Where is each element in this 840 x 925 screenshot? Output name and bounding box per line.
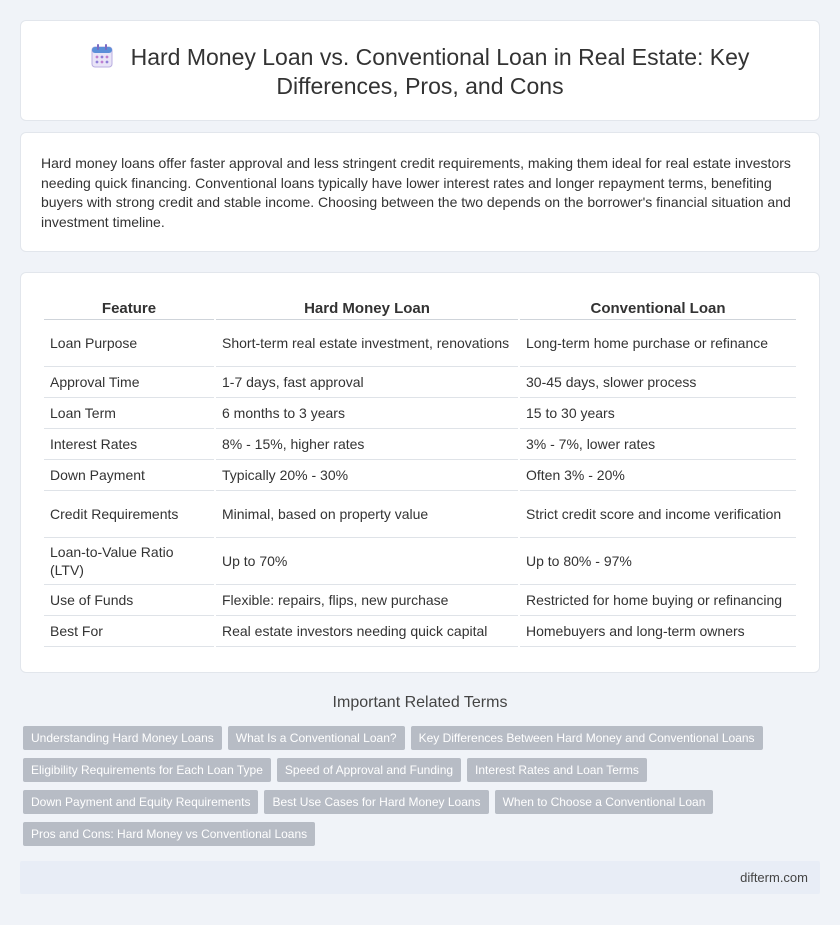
related-tag[interactable]: Best Use Cases for Hard Money Loans — [264, 790, 488, 814]
table-header-row — [44, 297, 796, 320]
page-title-text: Hard Money Loan vs. Conventional Loan in Real Estate: Key Differences, Pros, and Cons — [130, 44, 750, 99]
table-row — [44, 460, 796, 491]
table-cell: Down Payment — [44, 460, 214, 491]
comparison-table — [42, 297, 798, 647]
intro-paragraph: Hard money loans offer faster approval and less stringent credit requirements, making them ideal for real estate investors needing quick financing. Conventional loans typically have lower interest rates and longer repayment terms, benefiting buyers with strong credit and stable income. Choosing between the two depends on the borrower's financial situation and investment timeline. — [41, 155, 791, 230]
table-row — [44, 398, 796, 429]
table-row — [44, 616, 796, 647]
table-cell: Restricted for home buying or refinancing — [520, 585, 796, 616]
related-tag[interactable]: Key Differences Between Hard Money and Conventional Loans — [411, 726, 763, 750]
table-cell: Strict credit score and income verification — [520, 491, 796, 538]
header-hard-money-loan: Hard Money Loan — [216, 297, 518, 320]
table-cell: Credit Requirements — [44, 491, 214, 538]
table-row — [44, 491, 796, 538]
table-cell: Loan Purpose — [44, 320, 214, 367]
table-row — [44, 320, 796, 367]
related-terms-title: Important Related Terms — [332, 694, 508, 711]
table-cell: Typically 20% - 30% — [216, 460, 518, 491]
table-cell: 3% - 7%, lower rates — [520, 429, 796, 460]
table-cell: Real estate investors needing quick capital — [216, 616, 518, 647]
related-tag[interactable]: When to Choose a Conventional Loan — [495, 790, 714, 814]
table-cell: Best For — [44, 616, 214, 647]
related-tag[interactable]: Interest Rates and Loan Terms — [467, 758, 647, 782]
related-tag[interactable]: Down Payment and Equity Requirements — [23, 790, 258, 814]
header-card — [20, 20, 820, 121]
table-cell: Long-term home purchase or refinance — [520, 320, 796, 367]
related-tag[interactable]: What Is a Conventional Loan? — [228, 726, 405, 750]
related-tag[interactable]: Understanding Hard Money Loans — [23, 726, 222, 750]
header-feature: Feature — [44, 297, 214, 320]
table-cell: Often 3% - 20% — [520, 460, 796, 491]
footer — [20, 861, 820, 894]
table-cell: Loan-to-Value Ratio (LTV) — [44, 538, 214, 585]
table-cell: 30-45 days, slower process — [520, 367, 796, 398]
table-cell: Loan Term — [44, 398, 214, 429]
footer-site-link[interactable]: difterm.com — [740, 870, 808, 885]
related-tag[interactable]: Eligibility Requirements for Each Loan Type — [23, 758, 271, 782]
header-conventional-loan: Conventional Loan — [520, 297, 796, 320]
table-row — [44, 429, 796, 460]
table-row — [44, 367, 796, 398]
table-cell: Use of Funds — [44, 585, 214, 616]
table-cell: Approval Time — [44, 367, 214, 398]
intro-card — [20, 132, 820, 252]
table-cell: 1-7 days, fast approval — [216, 367, 518, 398]
table-cell: Short-term real estate investment, renovations — [216, 320, 518, 367]
table-cell: 8% - 15%, higher rates — [216, 429, 518, 460]
table-cell: Minimal, based on property value — [216, 491, 518, 538]
table-row — [44, 538, 796, 585]
table-cell: 6 months to 3 years — [216, 398, 518, 429]
table-cell: Homebuyers and long-term owners — [520, 616, 796, 647]
related-terms-tags — [23, 726, 813, 854]
comparison-table-card — [20, 272, 820, 673]
table-cell: Up to 70% — [216, 538, 518, 585]
related-tag[interactable]: Pros and Cons: Hard Money vs Conventional Loans — [23, 822, 315, 846]
table-cell: Flexible: repairs, flips, new purchase — [216, 585, 518, 616]
table-cell: 15 to 30 years — [520, 398, 796, 429]
table-cell: Up to 80% - 97% — [520, 538, 796, 585]
table-row — [44, 585, 796, 616]
page-title — [21, 43, 819, 101]
table-cell: Interest Rates — [44, 429, 214, 460]
calendar-icon — [91, 44, 113, 68]
related-tag[interactable]: Speed of Approval and Funding — [277, 758, 461, 782]
